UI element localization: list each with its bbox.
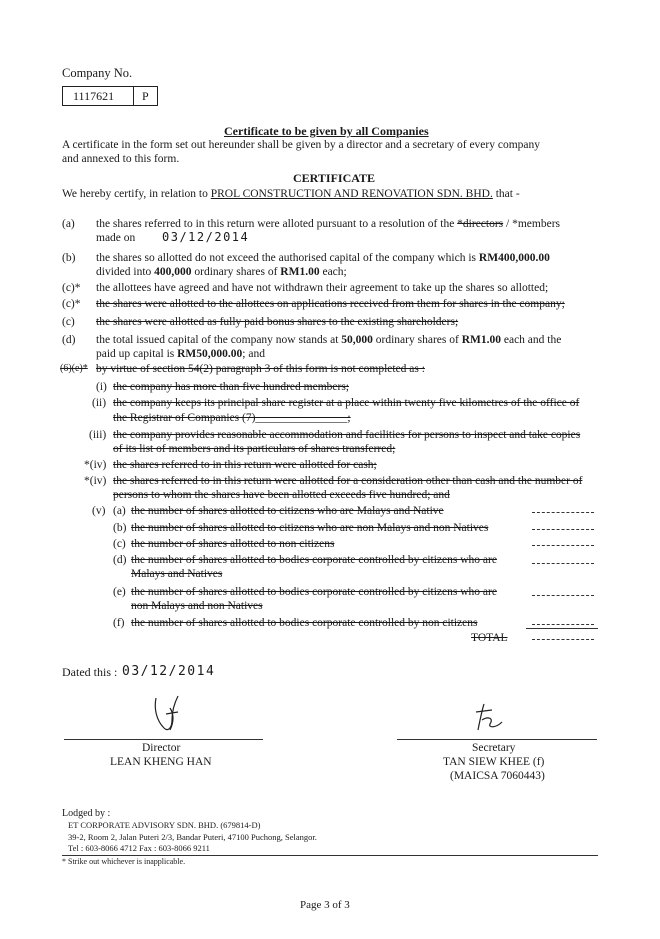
item-iii-line-1: the company provides reasonable accommodation and facilities for persons to inspect and take copies: [113, 429, 581, 441]
vb-blank: [532, 529, 594, 530]
secretary-signature: [470, 700, 510, 738]
par-value: RM1.00: [280, 266, 320, 278]
item-iv1-label: *(iv): [84, 459, 107, 471]
director-name: LEAN KHENG HAN: [110, 756, 212, 768]
item-b-text-2: divided into: [96, 266, 155, 278]
footnote: * Strike out whichever is inapplicable.: [62, 857, 186, 866]
item-a-label: (a): [62, 218, 75, 230]
company-no-suffix: P: [142, 89, 149, 103]
item-c2-label: (c)*: [62, 298, 81, 310]
item-c2-text: the shares were allotted to the allottees on applications received from them for shares in the company;: [96, 298, 565, 310]
item-a-text: the shares referred to in this return were alloted pursuant to a resolution of the: [96, 218, 458, 230]
item-iv2-line-2: persons to whom the shares have been allotted exceeds five hundred; and: [113, 489, 450, 501]
item-b-text: the shares so allotted do not exceed the authorised capital of the company which is: [96, 252, 479, 264]
secretary-line: [397, 739, 597, 740]
resolution-date: 03/12/2014: [162, 230, 250, 244]
item-iii-label: (iii): [89, 429, 107, 441]
item-b-text-4: each;: [319, 266, 347, 278]
item-a-directors: *directors: [457, 218, 504, 230]
lodged-address: 39-2, Room 2, Jalan Puteri 2/3, Bandar Puteri, 47100 Puchong, Selangor.: [68, 832, 317, 842]
director-role: Director: [142, 742, 181, 754]
item-c1-label: (c)*: [62, 282, 81, 294]
lodged-firm: ET CORPORATE ADVISORY SDN. BHD. (679814-D): [68, 820, 261, 830]
total-label: TOTAL: [471, 632, 508, 644]
issued-shares: 50,000: [341, 334, 373, 346]
item-vc-text: the number of shares allotted to non citizens: [131, 538, 335, 550]
vc-blank: [532, 545, 594, 546]
intro-line-2: and annexed to this form.: [62, 153, 180, 165]
item-ii-line-2: the Registrar of Companies (7)________________;: [113, 412, 351, 424]
item-e-text: by virtue of section 54(2) paragraph 3 of this form is not completed as :: [96, 363, 425, 375]
footer-rule: [62, 855, 598, 856]
item-va-text: the number of shares allotted to citizens who are Malays and Native: [131, 505, 444, 517]
dated-label: Dated this :: [62, 665, 118, 679]
item-iii-line-2: of its list of members and its particulars of shares transferred;: [113, 443, 396, 455]
item-d-text-3: each and the: [500, 334, 562, 346]
item-d-text-5: ; and: [242, 348, 265, 360]
director-signature: [150, 690, 190, 736]
item-ii-line-1: the company keeps its principal share register at a place within twenty five kilometres of the office of: [113, 397, 580, 409]
authorised-capital: RM400,000.00: [478, 252, 550, 264]
company-name: PROL CONSTRUCTION AND RENOVATION SDN. BHD.: [210, 188, 493, 200]
certify-prefix: We hereby certify, in relation to: [62, 188, 211, 200]
item-b-text-3: ordinary shares of: [191, 266, 281, 278]
item-vf-label: (f): [113, 617, 125, 629]
item-v-label: (v): [92, 505, 106, 517]
secretary-license: (MAICSA 7060443): [450, 770, 545, 782]
company-no-box: [62, 86, 158, 106]
item-a-members: / *members: [503, 218, 561, 230]
authorised-shares: 400,000: [154, 266, 192, 278]
item-vd-line-1: the number of shares allotted to bodies corporate controlled by citizens who are: [131, 554, 497, 566]
item-ve-line-2: non Malays and non Natives: [131, 600, 263, 612]
item-iv2-line-1: the shares referred to in this return were allotted for a consideration other than cash and the number of: [113, 475, 583, 487]
item-b-line-1: [96, 252, 550, 264]
item-iv1-text: the shares referred to in this return were allotted for cash;: [113, 459, 377, 471]
ve-blank: [532, 595, 594, 596]
item-c1-text: the allottees have agreed and have not withdrawn their agreement to take up the shares so allotted;: [96, 282, 549, 294]
item-i-text: the company has more than five hundred members;: [113, 381, 349, 393]
item-d-text-2: ordinary shares of: [372, 334, 462, 346]
item-b-line-2: [96, 266, 347, 278]
item-c3-text: the shares were allotted as fully paid bonus shares to the existing shareholders;: [96, 316, 459, 328]
company-no-value: 1117621: [73, 89, 115, 103]
secretary-role: Secretary: [472, 742, 516, 754]
item-d-line-2: [96, 348, 265, 360]
lodged-contact: Tel : 603-8066 4712 Fax : 603-8066 9211: [68, 843, 210, 853]
item-va-label: (a): [113, 505, 126, 517]
item-e-label: (6)(e)*: [60, 363, 88, 374]
vf-blank: [532, 624, 594, 625]
item-vf-text: the number of shares allotted to bodies corporate controlled by non citizens: [131, 617, 478, 629]
lodged-label: Lodged by :: [62, 808, 111, 819]
total-blank: [532, 639, 594, 640]
item-vd-label: (d): [113, 554, 127, 566]
item-vc-label: (c): [113, 538, 126, 550]
item-d-text: the total issued capital of the company now stands at: [96, 334, 342, 346]
page-number: Page 3 of 3: [300, 899, 350, 911]
total-rule: [526, 628, 598, 629]
vd-blank: [532, 563, 594, 564]
secretary-name: TAN SIEW KHEE (f): [443, 756, 545, 768]
certificate-title: CERTIFICATE: [293, 171, 376, 185]
item-vd-line-2: Malays and Natives: [131, 568, 223, 580]
item-b-label: (b): [62, 252, 76, 264]
item-ii-label: (ii): [92, 397, 107, 409]
item-c3-label: (c): [62, 316, 75, 328]
item-a-line-1: [96, 218, 560, 230]
item-iv2-label: *(iv): [84, 475, 107, 487]
item-d-text-4: paid up capital is: [96, 348, 178, 360]
item-vb-label: (b): [113, 522, 127, 534]
item-d-label: (d): [62, 334, 76, 346]
item-d-line-1: [96, 334, 561, 346]
item-i-label: (i): [96, 381, 107, 393]
va-blank: [532, 512, 594, 513]
certify-line: [62, 188, 520, 200]
paid-up-capital: RM50,000.00: [177, 348, 243, 360]
issued-par: RM1.00: [461, 334, 501, 346]
box-divider: [133, 87, 134, 105]
certify-suffix: that -: [492, 188, 520, 200]
intro-line-1: A certificate in the form set out hereunder shall be given by a director and a secretary of every company: [62, 139, 541, 151]
company-no-label: Company No.: [62, 66, 133, 80]
section-title: Certificate to be given by all Companies: [224, 124, 429, 138]
dated-date: 03/12/2014: [122, 664, 216, 679]
item-ve-label: (e): [113, 586, 126, 598]
director-line: [64, 739, 263, 740]
item-vb-text: the number of shares allotted to citizens who are non Malays and non Natives: [131, 522, 489, 534]
item-ve-line-1: the number of shares allotted to bodies corporate controlled by citizens who are: [131, 586, 497, 598]
item-a-line-2: made on: [96, 232, 136, 244]
